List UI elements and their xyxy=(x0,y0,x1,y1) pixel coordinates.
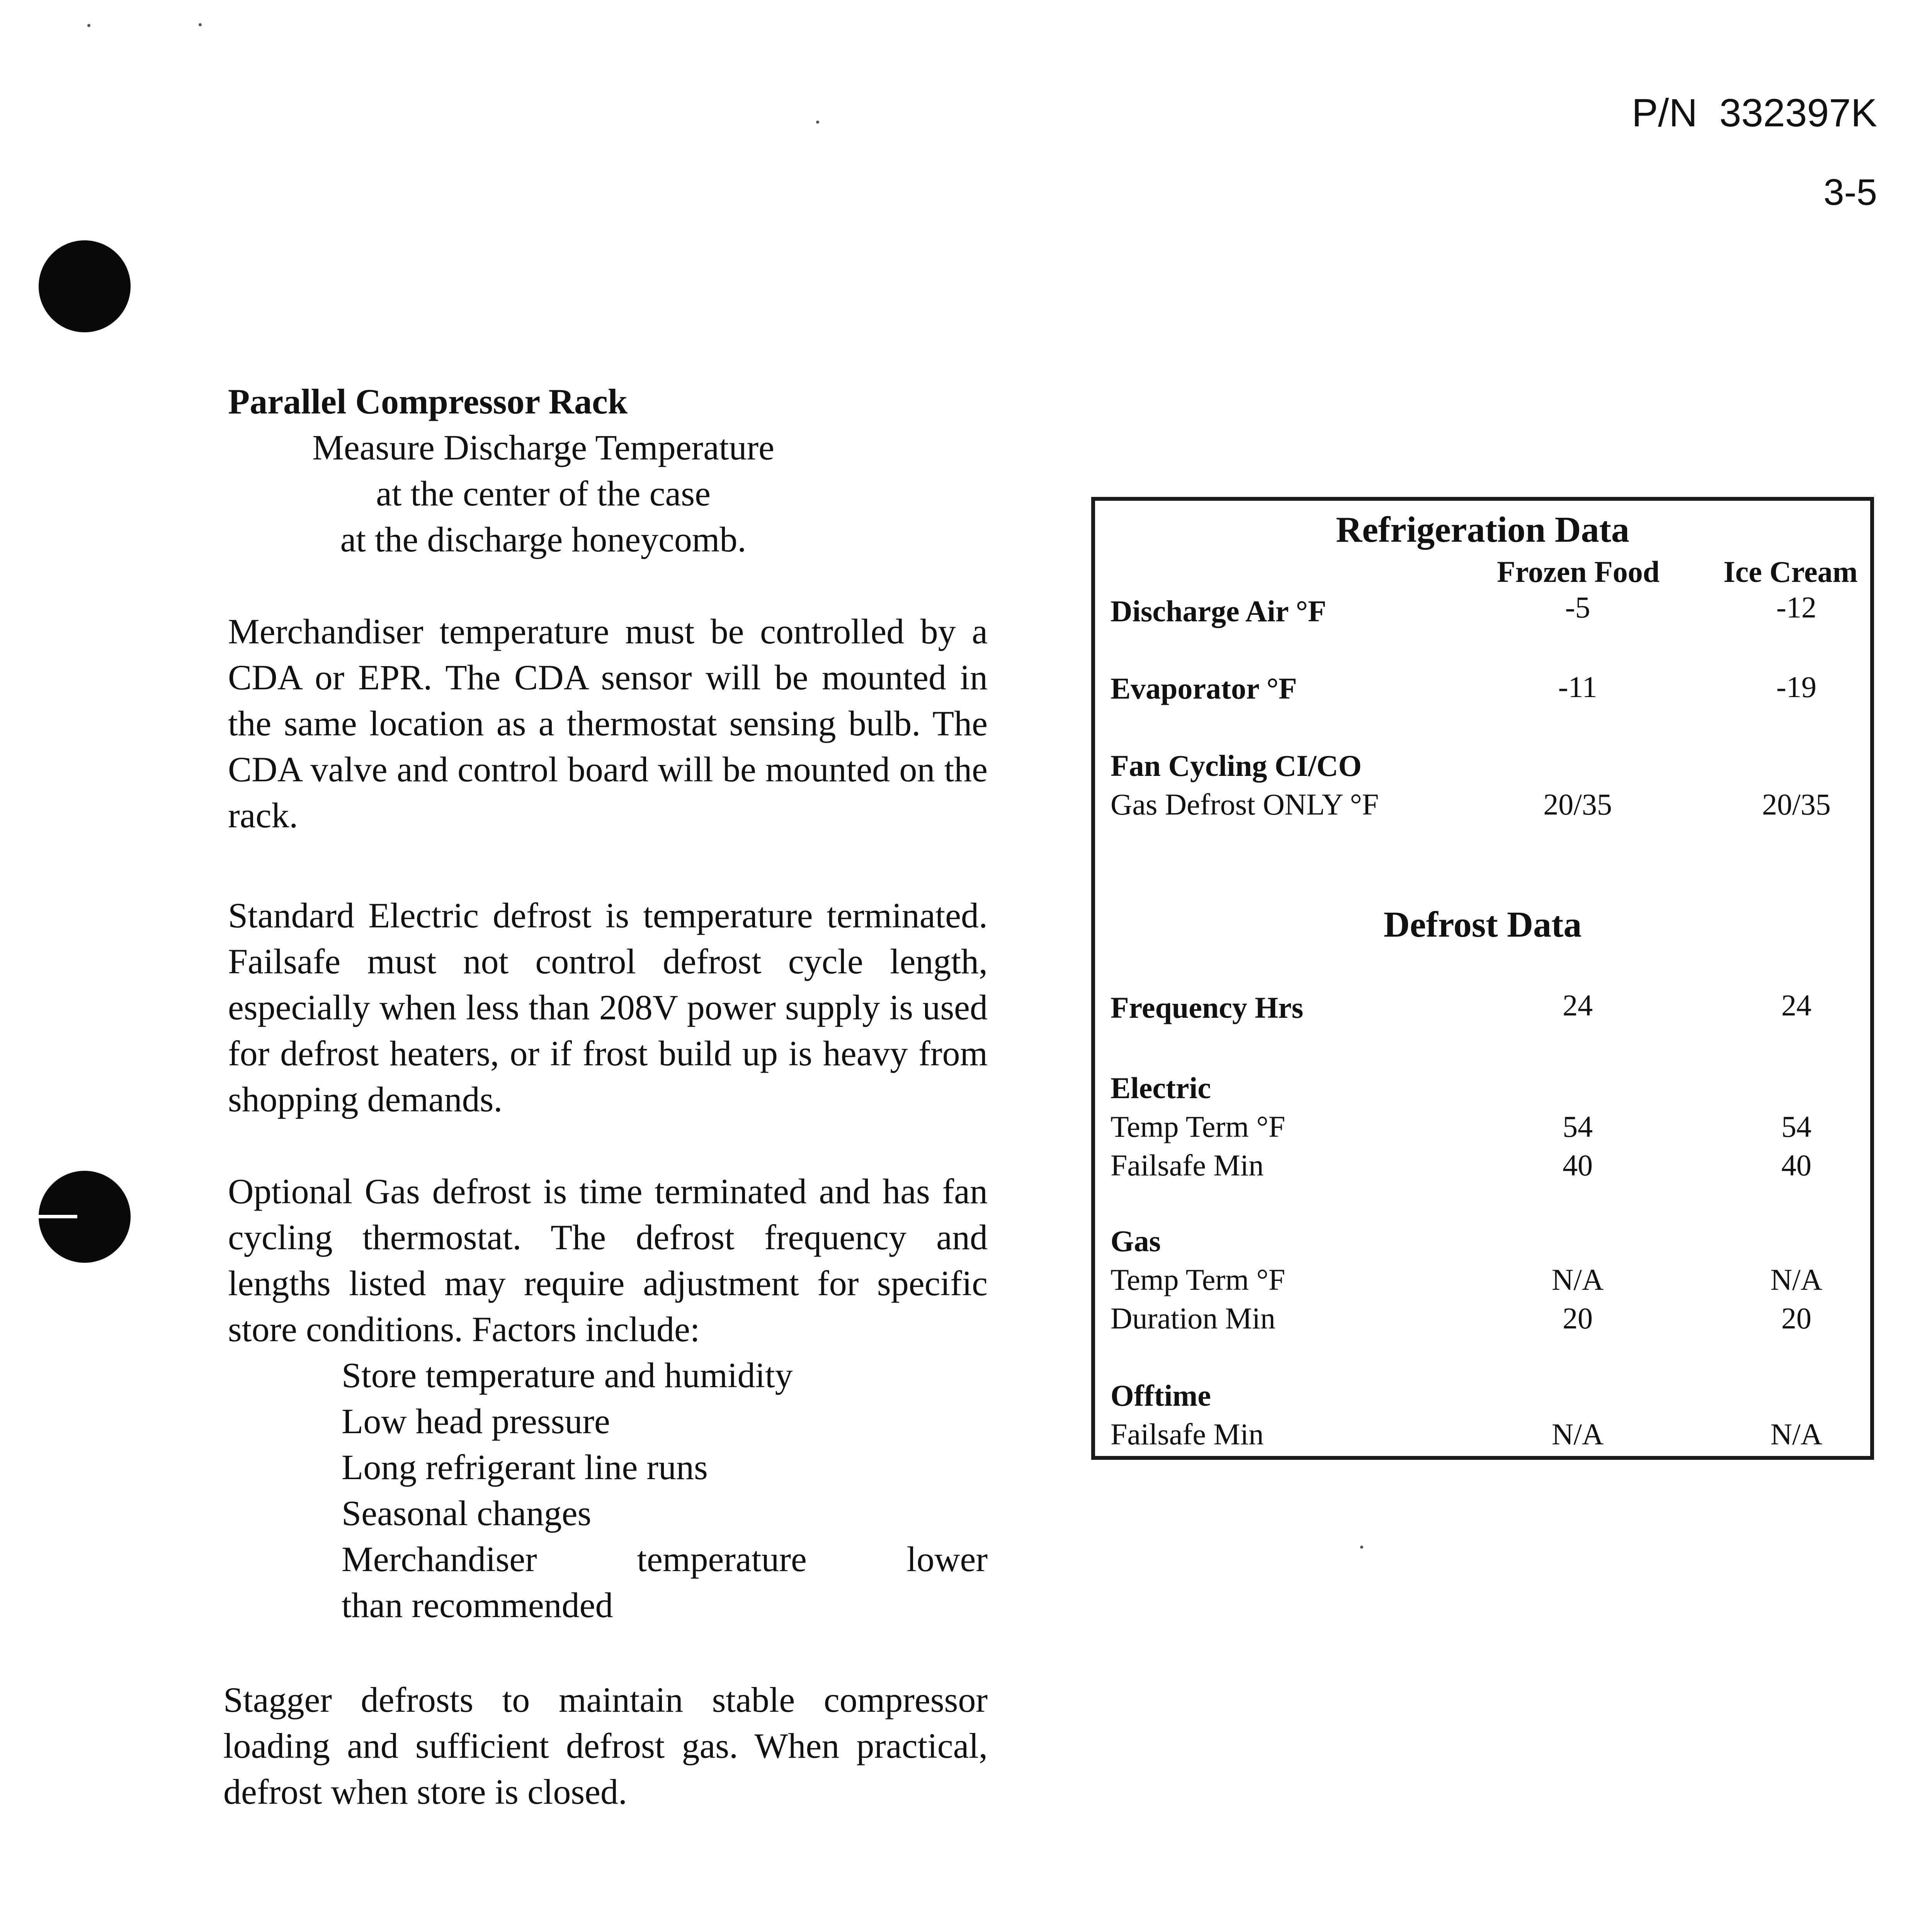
value-electric-failsafe-ice: 40 xyxy=(1781,1148,1811,1182)
paragraph-gas-defrost: Optional Gas defrost is time terminated and has fan cycling thermostat. The defrost frequency and lengths listed may require adjustment for specific store conditions. Factors include: xyxy=(228,1172,988,1349)
value-electric-temp-term-frozen: 54 xyxy=(1563,1110,1593,1143)
row-label-gas-duration: Duration Min xyxy=(1111,1301,1276,1335)
value-offtime-failsafe-frozen: N/A xyxy=(1551,1417,1604,1451)
value-electric-failsafe-frozen: 40 xyxy=(1563,1148,1593,1182)
value-fan-cycling-ice: 20/35 xyxy=(1762,787,1831,821)
paragraph-control: Merchandiser temperature must be controlled by a CDA or EPR. The CDA sensor will be mounted in the same location as a thermostat sensing bulb. The CDA valve and control board will be mounted on the rack. xyxy=(228,612,988,835)
row-label-offtime-failsafe: Failsafe Min xyxy=(1111,1417,1264,1451)
refrigeration-data-title: Refrigeration Data xyxy=(1336,510,1629,550)
value-evaporator-ice: -19 xyxy=(1776,670,1816,704)
page-number: 3-5 xyxy=(1823,172,1877,213)
scan-speck xyxy=(199,23,202,26)
scan-speck xyxy=(87,24,90,27)
value-gas-temp-term-ice: N/A xyxy=(1770,1263,1823,1296)
value-electric-temp-term-ice: 54 xyxy=(1781,1110,1811,1143)
part-number: P/N 332397K xyxy=(1631,91,1877,135)
intro-block xyxy=(232,425,855,563)
intro-line: at the discharge honeycomb. xyxy=(340,520,747,559)
value-discharge-air-frozen: -5 xyxy=(1565,590,1590,624)
value-frequency-ice: 24 xyxy=(1781,988,1811,1022)
value-frequency-frozen: 24 xyxy=(1563,988,1593,1022)
factor-item: Long refrigerant line runs xyxy=(342,1447,708,1487)
column-header-frozen-food: Frozen Food xyxy=(1497,555,1660,588)
row-label-discharge-air: Discharge Air °F xyxy=(1111,594,1327,628)
defrost-data-title: Defrost Data xyxy=(1383,905,1582,945)
row-label-electric-failsafe: Failsafe Min xyxy=(1111,1148,1264,1182)
paragraph-electric-defrost: Standard Electric defrost is temperature terminated. Failsafe must not control defrost cycle length, especially when less than 208V power supply is used for defrost heaters, or if frost build up is heavy from shopping demands. xyxy=(228,896,988,1119)
value-gas-temp-term-frozen: N/A xyxy=(1551,1263,1604,1296)
row-label-gas-temp-term: Temp Term °F xyxy=(1111,1263,1286,1296)
factor-item: Low head pressure xyxy=(342,1401,610,1441)
intro-line: Measure Discharge Temperature xyxy=(312,428,774,467)
factor-item: than recommended xyxy=(342,1585,613,1625)
row-label-gas-defrost-only: Gas Defrost ONLY °F xyxy=(1111,787,1379,821)
row-label-fan-cycling: Fan Cycling CI/CO xyxy=(1111,749,1362,782)
row-label-offtime: Offtime xyxy=(1111,1379,1211,1412)
paragraph-stagger: Stagger defrosts to maintain stable compressor loading and sufficient defrost gas. When practical, defrost when store is closed. xyxy=(223,1680,988,1811)
row-label-electric: Electric xyxy=(1111,1071,1211,1105)
scan-speck xyxy=(816,121,819,124)
value-gas-duration-frozen: 20 xyxy=(1563,1301,1593,1335)
value-offtime-failsafe-ice: N/A xyxy=(1770,1417,1823,1451)
value-discharge-air-ice: -12 xyxy=(1776,590,1816,624)
factor-item: Seasonal changes xyxy=(342,1493,592,1533)
column-header-ice-cream: Ice Cream xyxy=(1723,555,1858,588)
value-fan-cycling-frozen: 20/35 xyxy=(1543,787,1612,821)
value-gas-duration-ice: 20 xyxy=(1781,1301,1811,1335)
value-evaporator-frozen: -11 xyxy=(1558,670,1597,704)
row-label-evaporator: Evaporator °F xyxy=(1111,672,1297,705)
binder-hole-notch xyxy=(39,1215,77,1218)
row-label-gas: Gas xyxy=(1111,1224,1161,1258)
row-label-electric-temp-term: Temp Term °F xyxy=(1111,1110,1286,1143)
row-label-frequency: Frequency Hrs xyxy=(1111,991,1304,1024)
refrigeration-defrost-table xyxy=(1091,497,1874,1460)
factor-item: Store temperature and humidity xyxy=(342,1355,793,1395)
intro-line: at the center of the case xyxy=(376,474,711,513)
factors-list xyxy=(342,1352,988,1628)
section-title: Parallel Compressor Rack xyxy=(228,382,628,421)
binder-hole-top xyxy=(39,240,131,332)
scan-speck xyxy=(1360,1546,1363,1549)
factor-item: Merchandiser temperature lower xyxy=(342,1539,988,1579)
